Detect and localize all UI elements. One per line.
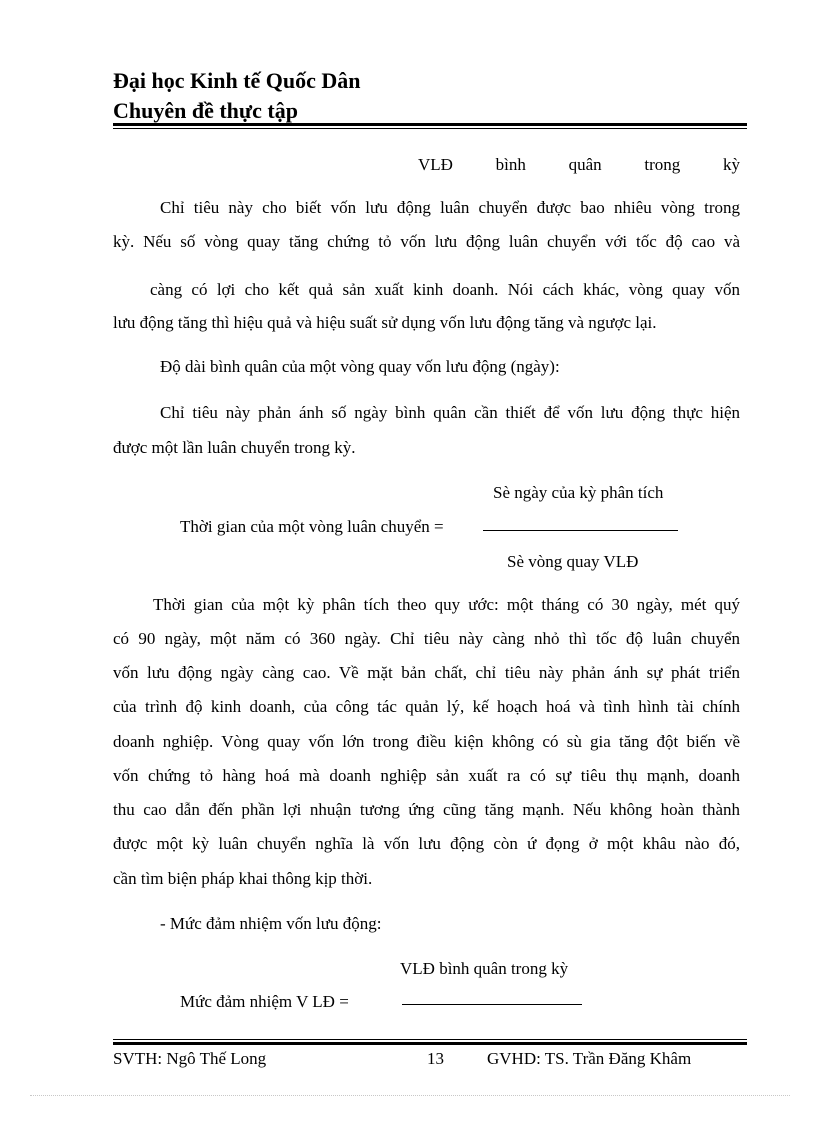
footer-rule-thick xyxy=(113,1042,747,1045)
paragraph-line: Chỉ tiêu này phản ánh số ngày bình quân cần thiết để vốn lưu động thực hiện xyxy=(160,403,740,422)
paragraph-line: doanh nghiệp. Vòng quay vốn lớn trong điều kiện không có sù gia tăng đột biến về xyxy=(113,732,740,751)
paragraph-line: vốn lưu động ngày càng cao. Về mặt bản chất, chỉ tiêu này phản ánh sự phát triển xyxy=(113,663,740,682)
formula-label: Mức đảm nhiệm V LĐ = xyxy=(180,992,349,1011)
page-boundary-line xyxy=(30,1095,790,1096)
paragraph-line: thu cao dẫn đến phần lợi nhuận tương ứng cũng tăng mạnh. Nếu không hoàn thành xyxy=(113,800,740,819)
vld-word: VLĐ xyxy=(418,155,453,174)
paragraph-line: lưu động tăng thì hiệu quả và hiệu suất sử dụng vốn lưu động tăng và ngược lại. xyxy=(113,313,657,332)
vld-average-line xyxy=(418,154,740,176)
formula-denominator: Sè vòng quay VLĐ xyxy=(507,552,639,571)
paragraph-line: vốn chứng tỏ hàng hoá mà doanh nghiệp sản xuất ra có sự tiêu thụ mạnh, doanh xyxy=(113,766,740,785)
fraction-bar xyxy=(402,1004,582,1005)
paragraph-line: kỳ. Nếu số vòng quay tăng chứng tỏ vốn lưu động luân chuyển với tốc độ cao và xyxy=(113,232,740,251)
formula-numerator: Sè ngày của kỳ phân tích xyxy=(493,483,664,502)
header-university: Đại học Kinh tế Quốc Dân xyxy=(113,68,361,93)
footer-student: SVTH: Ngô Thế Long xyxy=(113,1049,267,1068)
fraction-bar xyxy=(483,530,678,531)
formula-numerator: VLĐ bình quân trong kỳ xyxy=(400,959,569,978)
header-rule-thick xyxy=(113,123,747,126)
paragraph-line: được một lần luân chuyển trong kỳ. xyxy=(113,438,356,457)
footer-advisor: GVHD: TS. Trần Đăng Khâm xyxy=(487,1049,692,1068)
vld-word: trong xyxy=(644,155,681,174)
page-number: 13 xyxy=(427,1049,444,1068)
paragraph-line: Độ dài bình quân của một vòng quay vốn lưu động (ngày): xyxy=(160,357,560,376)
header-rule-thin xyxy=(113,128,747,129)
formula-label: Thời gian của một vòng luân chuyển = xyxy=(180,517,444,536)
vld-word: quân xyxy=(568,155,602,174)
paragraph-line: càng có lợi cho kết quả sản xuất kinh doanh. Nói cách khác, vòng quay vốn xyxy=(150,280,740,299)
footer-rule-thin xyxy=(113,1039,747,1040)
paragraph-line: - Mức đảm nhiệm vốn lưu động: xyxy=(160,914,382,933)
vld-word: kỳ xyxy=(723,155,740,174)
paragraph-line: được một kỳ luân chuyển nghĩa là vốn lưu động còn ứ đọng ở một khâu nào đó, xyxy=(113,834,740,853)
vld-word: bình xyxy=(495,155,526,174)
paragraph-line: cần tìm biện pháp khai thông kịp thời. xyxy=(113,869,373,888)
paragraph-line: Thời gian của một kỳ phân tích theo quy ước: một tháng có 30 ngày, mét quý xyxy=(153,595,740,614)
header-report-type: Chuyên đề thực tập xyxy=(113,98,298,123)
paragraph-line: của trình độ kinh doanh, của công tác quản lý, kế hoạch hoá và tình hình tài chính xyxy=(113,697,740,716)
paragraph-line: có 90 ngày, một năm có 360 ngày. Chỉ tiêu này càng nhỏ thì tốc độ luân chuyển xyxy=(113,629,740,648)
paragraph-line: Chỉ tiêu này cho biết vốn lưu động luân chuyển được bao nhiêu vòng trong xyxy=(160,198,740,217)
